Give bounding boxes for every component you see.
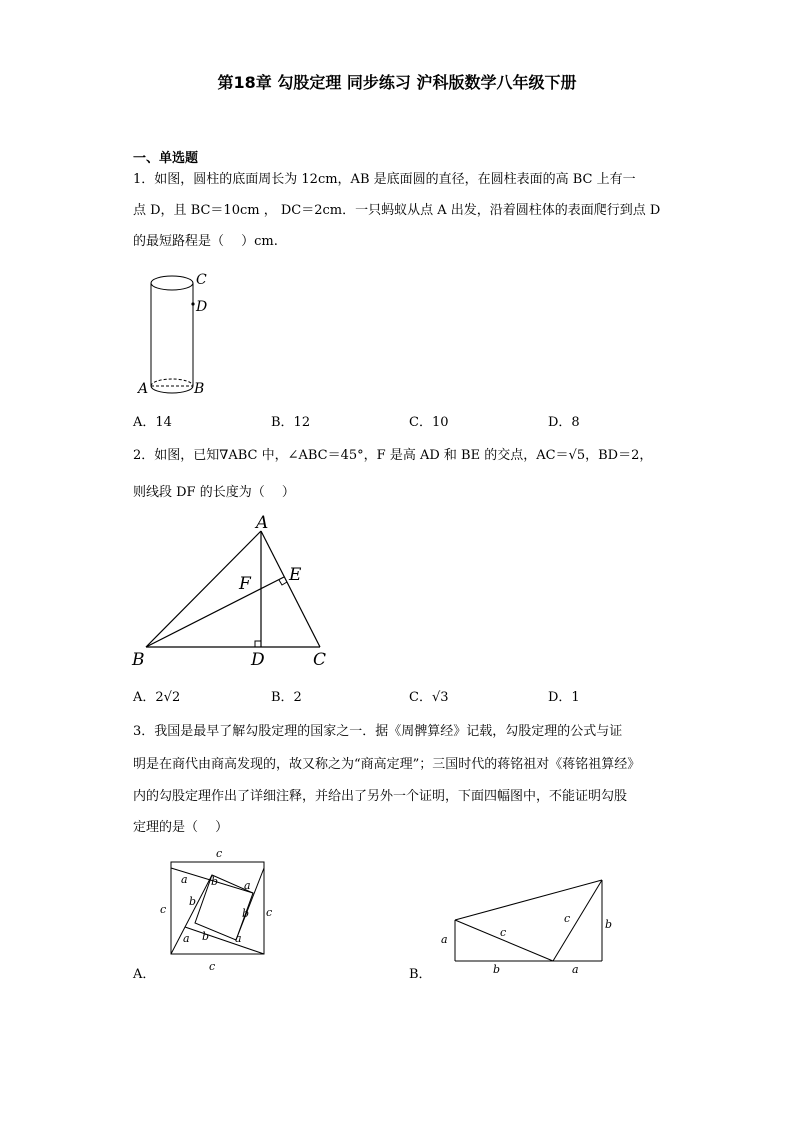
q1-option-d[interactable]: D．8 [548,415,580,430]
label-e: E [289,565,302,585]
cylinder-top-ellipse [151,276,193,290]
top-hypotenuse [455,880,602,920]
q1-text-line2: 点 D，且 BC＝10cm ， DC＝2cm．一只蚂蚁从点 A 出发，沿着圆柱体的表面爬行到点 D [133,203,661,218]
altitude-be [146,577,284,647]
label-b3: b [242,907,250,920]
q2-text-line1: 2．如图，已知∇ABC 中，∠ABC＝45°，F 是高 AD 和 BE 的交点，AC＝√5，BD＝2， [133,448,653,463]
side-ac [261,531,320,647]
q2-option-b[interactable]: B．2 [271,690,302,705]
label-c: C [313,650,327,670]
label-c-left: c [160,903,167,916]
label-c-top: c [216,847,223,860]
q3-option-b[interactable]: B． [409,967,432,982]
point-d-dot [191,302,194,305]
label-c2: c [564,912,571,925]
q3-text-line1: 3．我国是最早了解勾股定理的国家之一．据《周髀算经》记载，勾股定理的公式与证 [133,724,623,739]
label-a2: a [244,879,251,892]
q3-text-line3: 内的勾股定理作出了详细注释，并给出了另外一个证明，下面四幅图中，不能证明勾股 [133,789,628,804]
label-a: A [138,381,149,397]
q3-text-line4: 定理的是（ ） [133,820,229,835]
label-b-right: b [605,918,613,931]
cylinder-bottom-front [151,386,193,393]
label-c1: c [500,926,507,939]
q3-figure-b [432,872,622,982]
label-b2: b [189,895,197,908]
q2-option-d[interactable]: D．1 [548,690,580,705]
q1-text-line3: 的最短路程是（ ）cm. [133,234,278,249]
right-angle-d [255,641,261,647]
label-a-left: a [441,933,448,946]
q2-option-a[interactable]: A．2√2 [133,690,181,705]
inner-line-2 [553,880,602,961]
q1-option-a[interactable]: A．14 [133,415,172,430]
label-a1: a [181,873,188,886]
cylinder-bottom-back [151,379,193,386]
label-c: C [196,272,207,288]
q1-cylinder-figure [130,266,220,400]
label-b4: b [202,930,210,943]
label-a-bottom: a [572,963,579,976]
diag-3 [185,927,264,954]
q1-option-c[interactable]: C．10 [409,415,449,430]
q1-option-b[interactable]: B．12 [271,415,311,430]
label-d: D [251,650,265,670]
label-a4: a [235,932,242,945]
label-c-bottom: c [209,960,216,973]
label-b: B [194,381,205,397]
label-b: B [132,650,145,670]
label-a: A [256,513,269,533]
label-b1: b [211,875,219,888]
label-d: D [196,299,208,315]
label-a3: a [183,932,190,945]
q3-figure-a [155,845,280,975]
label-b-bottom: b [493,963,501,976]
q2-text-line2: 则线段 DF 的长度为（ ） [133,485,295,500]
label-f: F [239,574,251,594]
q1-text-line1: 1．如图，圆柱的底面周长为 12cm，AB 是底面圆的直径，在圆柱表面的高 BC 上有一 [133,172,636,187]
label-c-right: c [266,906,273,919]
q3-option-a[interactable]: A． [133,967,156,982]
q3-text-line2: 明是在商代由商高发现的，故又称之为“商高定理”；三国时代的蒋铭祖对《蒋铭祖算经》 [133,757,641,772]
section-heading: 一、单选题 [133,151,199,166]
q2-option-c[interactable]: C．√3 [409,690,449,705]
page-title: 第18章 勾股定理 同步练习 沪科版数学八年级下册 [217,73,577,92]
q2-triangle-figure [128,510,338,672]
